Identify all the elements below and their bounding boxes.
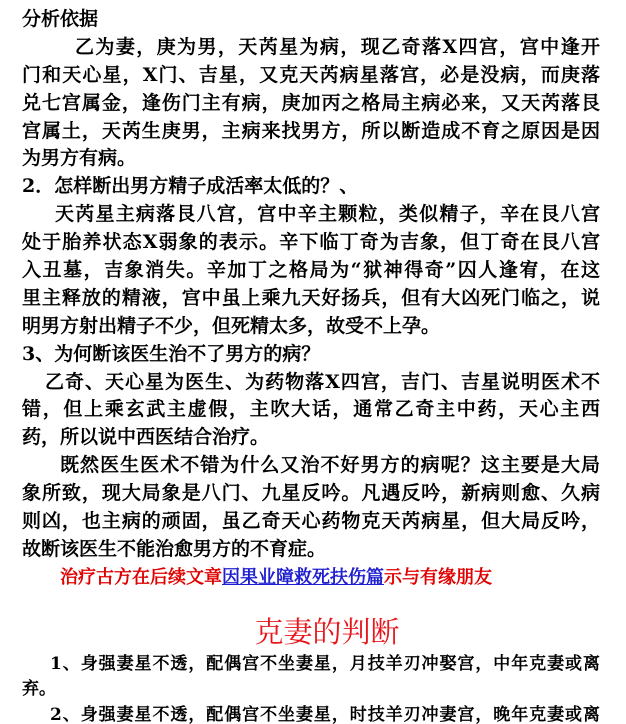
- document-body: [22, 6, 600, 724]
- paragraph-line: 药，所以说中西医结合治疗。: [22, 426, 270, 449]
- paragraph-line: 则凶，也主病的顽固，虽乙奇天心药物克天芮病星，但大局反吟，: [22, 510, 600, 533]
- notice-suffix: 示与有缘朋友: [384, 566, 492, 588]
- paragraph-line: 入丑墓，吉象消失。辛加丁之格局为“狱神得奇”囚人逢宥，在这: [22, 259, 600, 282]
- paragraph-line: 门和天心星，X门、吉星，又克天芮病星落宫，必是没病，而庚落: [22, 63, 600, 86]
- paragraph-line: 既然医生医术不错为什么又治不好男方的病呢？这主要是大局: [60, 454, 600, 477]
- question-heading: 3、为何断该医生治不了男方的病？: [22, 342, 321, 365]
- paragraph-line: 明男方射出精子不少，但死精太多，故受不上孕。: [22, 314, 441, 337]
- paragraph-line: 天芮星主病落艮八宫，宫中辛主颗粒，类似精子，辛在艮八宫: [55, 203, 600, 226]
- section-heading: 分析依据: [22, 8, 99, 30]
- section-title: 克妻的判断: [254, 614, 400, 649]
- paragraph-line: 兑七宫属金，逢伤门主有病，庚加丙之格局主病必来，又天芮落艮: [22, 91, 600, 114]
- article-link[interactable]: 因果业障救死扶伤篇: [222, 566, 384, 588]
- paragraph-line: 乙为妻，庚为男，天芮星为病，现乙奇落X四宫，宫中逢开: [75, 35, 600, 58]
- paragraph-line: 里主释放的精液，宫中虽上乘九天好扬兵，但有大凶死门临之，说: [22, 286, 600, 309]
- paragraph-line: 为男方有病。: [22, 147, 137, 170]
- paragraph-line: 错，但上乘玄武主虚假，主吹大话，通常乙奇主中药，天心主西: [22, 398, 600, 421]
- rule-item: 1、身强妻星不透，配偶宫不坐妻星，月技羊刃冲娶宫，中年克妻或离: [50, 653, 600, 674]
- paragraph-line: 象所致，现大局象是八门、九星反吟。凡遇反吟，新病则愈、久病: [22, 482, 600, 505]
- notice-prefix: 治疗古方在后续文章: [60, 566, 222, 588]
- remedy-notice: [22, 564, 600, 592]
- question-heading: 2．怎样断出男方精子成活率太低的？、: [22, 175, 359, 198]
- rule-item-continuation: 弃。: [22, 679, 56, 700]
- rule-item: 2、身强妻星不透，配偶宫不坐妻星，时技羊刃冲妻宫，晚年克妻或离: [50, 704, 600, 724]
- paragraph-line: 宫属土，天芮生庚男，主病来找男方，所以断造成不育之原因是因: [22, 119, 600, 142]
- paragraph-line: 处于胎养状态X弱象的表示。辛下临丁奇为吉象，但丁奇在艮八宫: [22, 231, 600, 254]
- paragraph-line: 乙奇、天心星为医生、为药物落X四宫，吉门、吉星说明医术不: [45, 370, 600, 393]
- paragraph-line: 故断该医生不能治愈男方的不育症。: [22, 537, 327, 560]
